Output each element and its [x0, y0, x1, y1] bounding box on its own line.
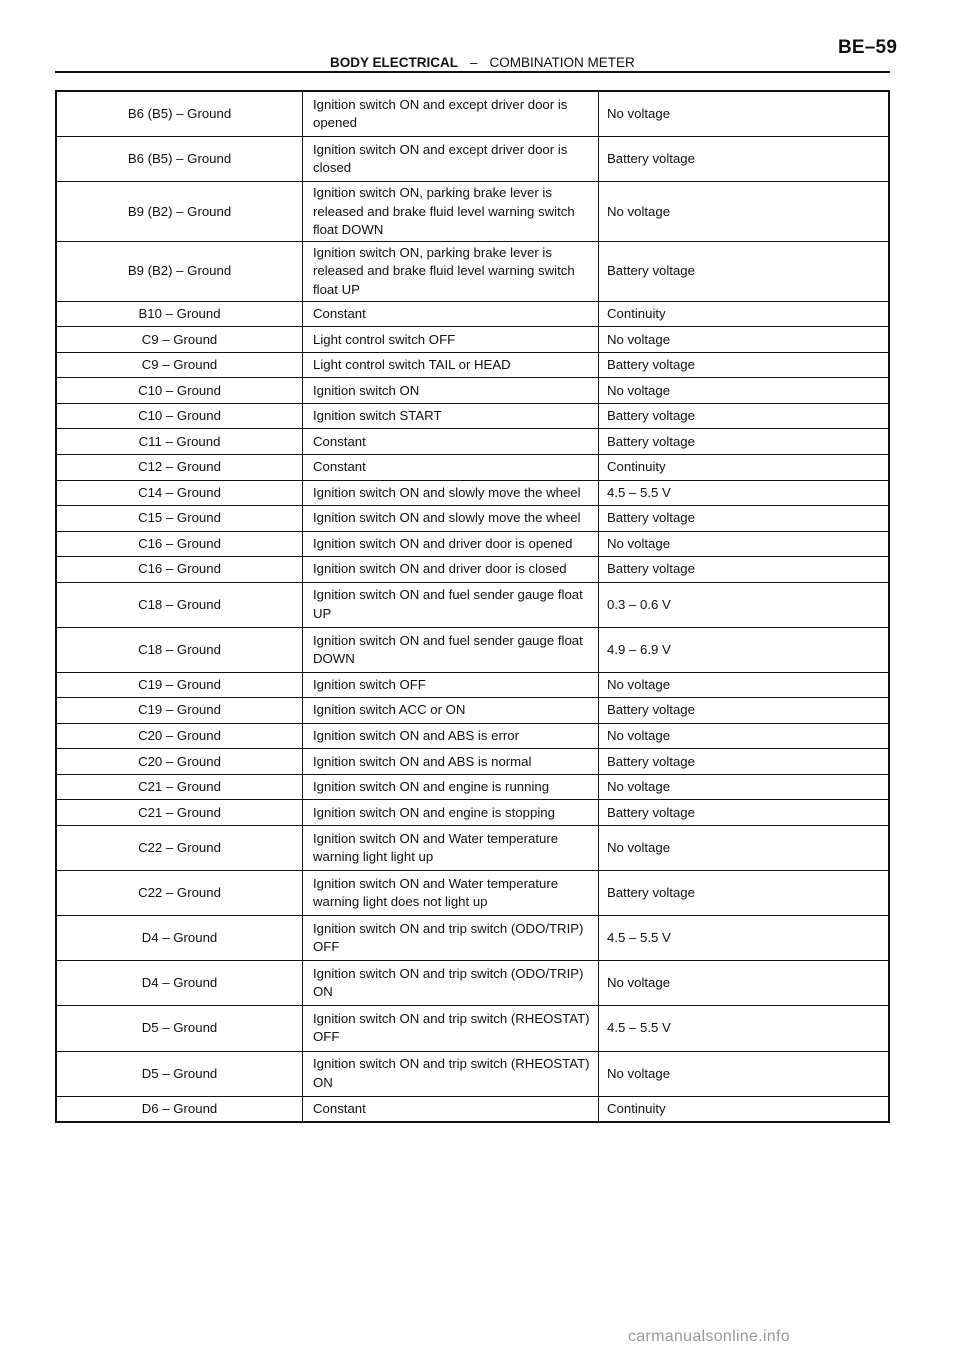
condition-cell: Ignition switch ON and Water temperature warning light light up	[303, 826, 599, 870]
terminal-cell: C9 – Ground	[57, 327, 303, 352]
terminal-cell: C11 – Ground	[57, 429, 303, 454]
terminal-cell: B9 (B2) – Ground	[57, 182, 303, 241]
terminal-cell: D5 – Ground	[57, 1052, 303, 1096]
terminal-cell: C18 – Ground	[57, 583, 303, 627]
condition-cell: Ignition switch ON and trip switch (RHEOSTAT) ON	[303, 1052, 599, 1096]
page-number: BE–59	[838, 37, 898, 58]
condition-cell: Ignition switch ON and driver door is opened	[303, 532, 599, 557]
table-row	[57, 242, 888, 302]
terminal-cell: C22 – Ground	[57, 826, 303, 870]
table-row	[57, 353, 888, 379]
spec-cell: Battery voltage	[607, 753, 695, 769]
spec-cell: 4.5 – 5.5 V	[607, 930, 671, 946]
condition-cell: Constant	[303, 1097, 599, 1122]
terminal-cell: C16 – Ground	[57, 557, 303, 582]
spec-cell: Continuity	[607, 459, 666, 475]
spec-cell: No voltage	[607, 779, 671, 795]
condition-cell: Ignition switch ACC or ON	[303, 698, 599, 723]
condition-cell: Ignition switch ON and engine is running	[303, 775, 599, 800]
spec-cell: No voltage	[607, 535, 671, 551]
terminal-cell: D5 – Ground	[57, 1006, 303, 1050]
terminal-cell: B6 (B5) – Ground	[57, 92, 303, 136]
condition-cell: Ignition switch ON and fuel sender gauge float UP	[303, 583, 599, 627]
spec-cell: No voltage	[607, 331, 671, 347]
condition-cell: Ignition switch ON and trip switch (RHEOSTAT) OFF	[303, 1006, 599, 1050]
terminal-cell: C15 – Ground	[57, 506, 303, 531]
table-row	[57, 916, 888, 961]
terminal-cell: C19 – Ground	[57, 673, 303, 698]
terminal-cell: C10 – Ground	[57, 378, 303, 403]
table-row	[57, 429, 888, 455]
spec-cell: Battery voltage	[607, 151, 695, 167]
terminal-cell: C20 – Ground	[57, 749, 303, 774]
terminal-cell: C14 – Ground	[57, 481, 303, 506]
terminal-cell: C9 – Ground	[57, 353, 303, 378]
condition-cell: Ignition switch ON and fuel sender gauge float DOWN	[303, 628, 599, 672]
spec-cell: 4.9 – 6.9 V	[607, 641, 671, 657]
condition-cell: Ignition switch ON and except driver door is opened	[303, 92, 599, 136]
spec-cell: 4.5 – 5.5 V	[607, 484, 671, 500]
table-row	[57, 749, 888, 775]
spec-cell: Battery voltage	[607, 510, 695, 526]
spec-cell: No voltage	[607, 975, 671, 991]
terminal-cell: C21 – Ground	[57, 775, 303, 800]
condition-cell: Ignition switch ON and Water temperature warning light does not light up	[303, 871, 599, 915]
table-row	[57, 724, 888, 750]
condition-cell: Ignition switch OFF	[303, 673, 599, 698]
table-row	[57, 628, 888, 673]
table-row	[57, 698, 888, 724]
table-row	[57, 1052, 888, 1097]
table-row	[57, 557, 888, 583]
table-row	[57, 583, 888, 628]
condition-cell: Ignition switch ON, parking brake lever is released and brake fluid level warning switch float UP	[303, 242, 599, 301]
table-row	[57, 404, 888, 430]
spec-cell: Battery voltage	[607, 263, 695, 279]
table-row	[57, 775, 888, 801]
condition-cell: Ignition switch ON and ABS is normal	[303, 749, 599, 774]
terminal-cell: B9 (B2) – Ground	[57, 242, 303, 301]
terminal-cell: D4 – Ground	[57, 961, 303, 1005]
condition-cell: Ignition switch ON, parking brake lever is released and brake fluid level warning switch float DOWN	[303, 182, 599, 241]
terminal-cell: C20 – Ground	[57, 724, 303, 749]
terminal-cell: C18 – Ground	[57, 628, 303, 672]
watermark: carmanualsonline.info	[628, 1328, 790, 1345]
spec-cell: No voltage	[607, 728, 671, 743]
header-rule	[55, 71, 890, 73]
spec-cell: No voltage	[607, 1065, 671, 1081]
page-header	[330, 55, 635, 70]
terminal-cell: C21 – Ground	[57, 800, 303, 825]
condition-cell: Ignition switch ON and driver door is closed	[303, 557, 599, 582]
condition-cell: Ignition switch ON and trip switch (ODO/TRIP) ON	[303, 961, 599, 1005]
terminal-cell: D6 – Ground	[57, 1097, 303, 1122]
terminal-inspection-table	[55, 90, 890, 1123]
table-row	[57, 1097, 888, 1122]
table-row	[57, 800, 888, 826]
condition-cell: Ignition switch ON	[303, 378, 599, 403]
condition-cell: Light control switch OFF	[303, 327, 599, 352]
table-row	[57, 455, 888, 481]
spec-cell: Battery voltage	[607, 357, 695, 373]
condition-cell: Ignition switch START	[303, 404, 599, 429]
spec-cell: No voltage	[607, 105, 671, 121]
condition-cell: Constant	[303, 429, 599, 454]
table-row	[57, 137, 888, 182]
header-separator: –	[470, 55, 478, 70]
table-row	[57, 1006, 888, 1051]
terminal-cell: C12 – Ground	[57, 455, 303, 480]
table-row	[57, 961, 888, 1006]
subsection-title: COMBINATION METER	[489, 55, 635, 70]
terminal-cell: D4 – Ground	[57, 916, 303, 960]
terminal-cell: C19 – Ground	[57, 698, 303, 723]
spec-cell: Battery voltage	[607, 433, 695, 449]
spec-cell: No voltage	[607, 839, 671, 855]
condition-cell: Constant	[303, 455, 599, 480]
table-row	[57, 92, 888, 137]
condition-cell: Light control switch TAIL or HEAD	[303, 353, 599, 378]
condition-cell: Ignition switch ON and except driver door is closed	[303, 137, 599, 181]
spec-cell: Battery voltage	[607, 804, 695, 820]
table-row	[57, 826, 888, 871]
spec-cell: Continuity	[607, 1100, 666, 1116]
spec-cell: Battery voltage	[607, 408, 695, 424]
table-row	[57, 302, 888, 328]
spec-cell: No voltage	[607, 676, 671, 692]
spec-cell: No voltage	[607, 203, 671, 219]
terminal-cell: C10 – Ground	[57, 404, 303, 429]
table-row	[57, 871, 888, 916]
table-row	[57, 378, 888, 404]
spec-cell: 0.3 – 0.6 V	[607, 596, 671, 612]
table-row	[57, 481, 888, 507]
spec-cell: Battery voltage	[607, 561, 695, 577]
table-row	[57, 532, 888, 558]
spec-cell: No voltage	[607, 382, 671, 398]
spec-cell: 4.5 – 5.5 V	[607, 1020, 671, 1036]
condition-cell: Ignition switch ON and trip switch (ODO/TRIP) OFF	[303, 916, 599, 960]
terminal-cell: B6 (B5) – Ground	[57, 137, 303, 181]
terminal-cell: C22 – Ground	[57, 871, 303, 915]
terminal-cell: B10 – Ground	[57, 302, 303, 327]
spec-cell: Continuity	[607, 306, 666, 322]
terminal-cell: C16 – Ground	[57, 532, 303, 557]
condition-cell: Ignition switch ON and slowly move the wheel	[303, 481, 599, 506]
condition-cell: Ignition switch ON and engine is stopping	[303, 800, 599, 825]
condition-cell: Ignition switch ON and slowly move the wheel	[303, 506, 599, 531]
table-row	[57, 182, 888, 242]
condition-cell: Ignition switch ON and ABS is error	[303, 724, 599, 749]
spec-cell: Battery voltage	[607, 702, 695, 718]
table-row	[57, 506, 888, 532]
table-row	[57, 673, 888, 699]
condition-cell: Constant	[303, 302, 599, 327]
spec-cell: Battery voltage	[607, 885, 695, 900]
section-title: BODY ELECTRICAL	[330, 55, 459, 70]
table-row	[57, 327, 888, 353]
